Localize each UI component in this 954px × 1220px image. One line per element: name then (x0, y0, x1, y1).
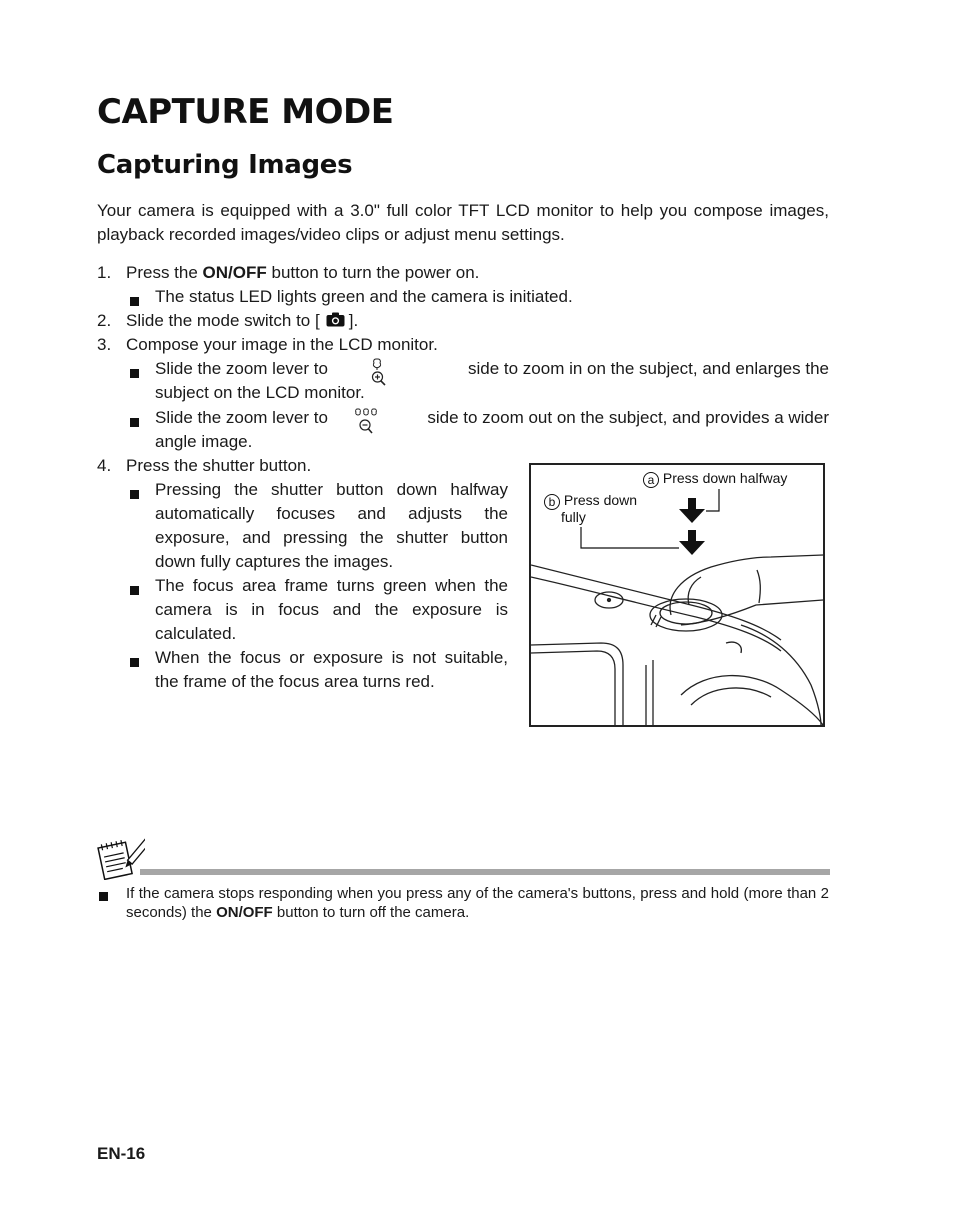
shutter-bullet: Pressing the shutter button down halfway automatically focuses and adjusts the exposure, and pressing the shutter button down fully captures the images. (155, 480, 508, 571)
on-off-label: ON/OFF (216, 904, 273, 921)
circled-letter-b: b (544, 494, 560, 510)
bullet-square (130, 414, 139, 432)
step-number: 4. (97, 456, 112, 475)
zoom-in-bullet-line2: subject on the LCD monitor. (155, 383, 365, 402)
bullet-square (130, 365, 139, 383)
zoom-tele-icon (368, 357, 390, 394)
focus-green-bullet: The focus area frame turns green when the camera is in focus and the exposure is calculated. (155, 576, 508, 643)
note-text: If the camera stops responding when you press any of the camera's buttons, press and hold (more than 2 seconds) the ON/OFF button to turn off the camera. (126, 885, 829, 921)
bullet-square (130, 654, 139, 672)
label-press-fully: b Press down (544, 492, 637, 510)
step-number: 2. (97, 311, 112, 330)
step-number: 3. (97, 335, 112, 354)
bullet-square (99, 888, 108, 906)
step-1-bullet: The status LED lights green and the camera is initiated. (155, 287, 573, 306)
zoom-out-bullet-line2: angle image. (155, 432, 253, 451)
zoom-in-bullet-line1: Slide the zoom lever to side to zoom in on the subject, and enlarges the (155, 357, 829, 381)
page-number: EN-16 (97, 1144, 146, 1163)
circled-letter-a: a (643, 472, 659, 488)
on-off-label: ON/OFF (202, 263, 267, 282)
step-text: Slide the mode switch to [ ]. (126, 309, 358, 334)
label-press-halfway: a Press down halfway (643, 470, 787, 488)
bullet-square (130, 582, 139, 600)
camera-icon (326, 310, 345, 334)
intro-paragraph: Your camera is equipped with a 3.0" full color TFT LCD monitor to help you compose images, playback recorded images/video clips or adjust menu settings. (97, 201, 829, 244)
notepad-pencil-icon (97, 838, 145, 885)
step-text: Press the ON/OFF button to turn the power on. (126, 263, 480, 282)
bullet-square (130, 486, 139, 504)
note-divider (140, 869, 830, 875)
step-text: Press the shutter button. (126, 456, 312, 475)
page-title: CAPTURE MODE (97, 92, 394, 132)
label-press-fully-line2: fully (561, 509, 586, 525)
shutter-button-illustration (529, 463, 825, 727)
focus-red-bullet: When the focus or exposure is not suitable, the frame of the focus area turns red. (155, 648, 508, 691)
step-number: 1. (97, 263, 112, 282)
zoom-out-bullet-line1: Slide the zoom lever to side to zoom out on the subject, and provides a wider (155, 406, 829, 430)
step-text: Compose your image in the LCD monitor. (126, 335, 438, 354)
section-title: Capturing Images (97, 150, 353, 180)
zoom-wide-icon (354, 406, 380, 443)
